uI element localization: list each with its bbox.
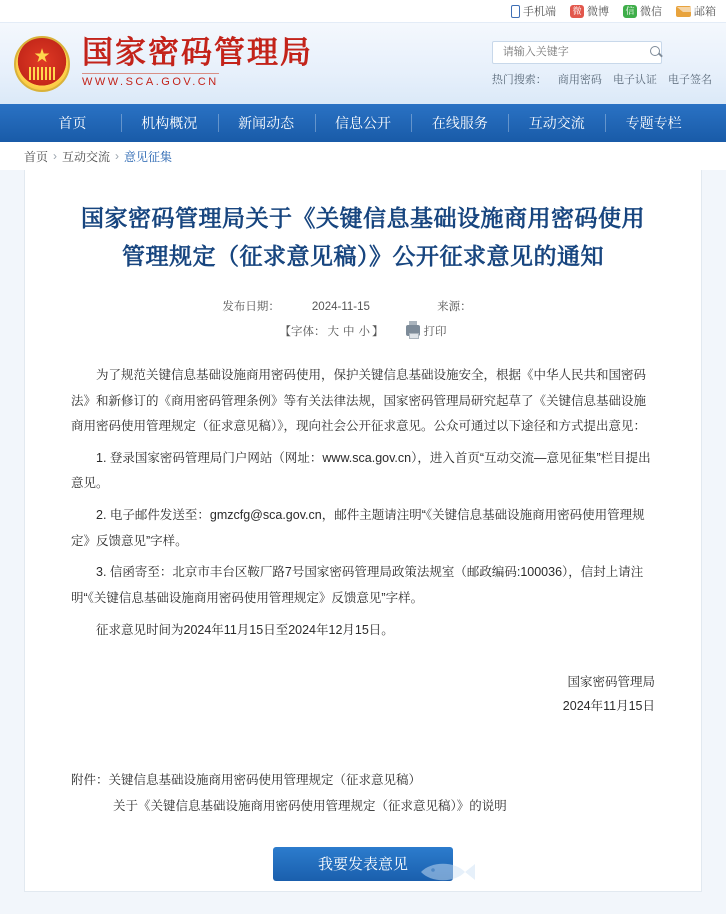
nav-item-online-service[interactable]: 在线服务 bbox=[411, 104, 508, 142]
page-title: 国家密码管理局关于《关键信息基础设施商用密码使用管理规定（征求意见稿）》公开征求意见的通知 bbox=[81, 205, 645, 270]
attachment-link-2[interactable]: 关于《关键信息基础设施商用密码使用管理规定（征求意见稿）》的说明 bbox=[113, 798, 507, 813]
site-name-cn: 国家密码管理局 bbox=[82, 35, 313, 72]
weibo-icon: 微 bbox=[570, 5, 584, 18]
topbar-item-mail-label: 邮箱 bbox=[694, 6, 716, 18]
hot-search-label: 热门搜索： bbox=[491, 73, 547, 86]
breadcrumb bbox=[0, 142, 726, 170]
article-tools bbox=[71, 323, 655, 339]
print-label: 打印 bbox=[423, 325, 447, 338]
top-utility-bar bbox=[0, 0, 726, 22]
hot-word-1[interactable]: 商用密码 bbox=[557, 73, 602, 86]
nav-item-news[interactable]: 新闻动态 bbox=[218, 104, 315, 142]
nav-item-interaction[interactable]: 互动交流 bbox=[508, 104, 605, 142]
font-size-label: 【字体： bbox=[279, 325, 326, 338]
hot-word-3[interactable]: 电子签名 bbox=[668, 73, 712, 86]
attachments bbox=[71, 767, 655, 820]
topbar-item-weixin[interactable] bbox=[623, 3, 662, 19]
signature-date: 2024年11月15日 bbox=[562, 698, 655, 713]
site-header bbox=[0, 22, 726, 104]
article-source bbox=[421, 301, 520, 313]
breadcrumb-item-home[interactable]: 首页 bbox=[24, 149, 49, 164]
hot-word-2[interactable]: 电子认证 bbox=[612, 73, 657, 86]
topbar-item-mail[interactable] bbox=[676, 3, 716, 19]
site-name-en: WWW.SCA.GOV.CN bbox=[82, 73, 219, 88]
breadcrumb-separator-1: › bbox=[53, 149, 58, 163]
publish-date-label: 发布日期： bbox=[222, 300, 280, 313]
article-paragraph-3: 2. 电子邮件发送至：gmzcfg@sca.gov.cn，邮件主题请注明“《关键信息基础设施商用密码使用管理规定》反馈意见”字样。 bbox=[71, 508, 645, 548]
font-size-control bbox=[280, 323, 384, 339]
submit-opinion-button[interactable]: 我要发表意见 bbox=[273, 847, 453, 881]
topbar-item-mobile[interactable] bbox=[511, 3, 556, 19]
font-size-small[interactable]: 小 bbox=[358, 325, 370, 338]
article-paragraph-2: 1. 登录国家密码管理局门户网站（网址：www.sca.gov.cn），进入首页“互动交流—意见征集”栏目提出意见。 bbox=[71, 450, 651, 491]
search-icon[interactable] bbox=[647, 43, 659, 61]
search-box[interactable] bbox=[492, 41, 662, 64]
article-signature bbox=[71, 671, 655, 719]
publish-date-value: 2024-11-15 bbox=[311, 300, 370, 313]
topbar-item-weibo[interactable] bbox=[570, 3, 609, 19]
content-wrapper bbox=[0, 170, 726, 892]
article-paragraph-4: 3. 信函寄至：北京市丰台区鞍厂路7号国家密码管理局政策法规室（邮政编码:100036），信封上请注明“《关键信息基础设施商用密码使用管理规定》反馈意见”字样。 bbox=[71, 565, 644, 605]
phone-icon bbox=[511, 5, 520, 18]
breadcrumb-item-interaction[interactable]: 互动交流 bbox=[62, 149, 111, 164]
hot-search bbox=[492, 71, 712, 87]
nav-item-special-topics[interactable]: 专题专栏 bbox=[605, 104, 702, 142]
nav-item-info-disclosure[interactable]: 信息公开 bbox=[315, 104, 412, 142]
weixin-icon: 信 bbox=[623, 5, 637, 18]
submit-area bbox=[71, 847, 655, 881]
signature-org: 国家密码管理局 bbox=[567, 675, 655, 690]
article-paragraph-1: 为了规范关键信息基础设施商用密码使用，保护关键信息基础设施安全，根据《中华人民共和国密码法》和新修订的《商用密码管理条例》等有关法律法规，国家密码管理局研究起草了《关键信息基础设施商用密码使用管理规定（征求意见稿）》，现向社会公开征求意见。公众可通过以下途径和方式提出意见： bbox=[71, 367, 647, 434]
mail-icon bbox=[676, 6, 691, 17]
font-size-medium[interactable]: 中 bbox=[343, 325, 355, 338]
article-paragraph-5: 征求意见时间为2024年11月15日至2024年12月15日。 bbox=[96, 622, 394, 637]
nav-item-org-overview[interactable]: 机构概况 bbox=[121, 104, 218, 142]
publish-date bbox=[206, 301, 389, 313]
font-size-close: 】 bbox=[372, 325, 384, 338]
search-input[interactable] bbox=[501, 45, 647, 59]
nav-item-home[interactable]: 首页 bbox=[58, 115, 87, 131]
topbar-item-mobile-label: 手机端 bbox=[523, 6, 556, 18]
breadcrumb-item-current: 意见征集 bbox=[124, 149, 173, 164]
topbar-item-weibo-label: 微博 bbox=[587, 6, 609, 18]
search-area bbox=[492, 41, 712, 87]
attachment-link-1[interactable]: 关键信息基础设施商用密码使用管理规定（征求意见稿） bbox=[108, 772, 422, 787]
breadcrumb-separator-2: › bbox=[115, 149, 120, 163]
topbar-item-weixin-label: 微信 bbox=[640, 6, 662, 18]
printer-icon bbox=[406, 325, 420, 336]
national-emblem-icon bbox=[14, 36, 70, 92]
attachment-row-2 bbox=[71, 793, 655, 819]
article-body bbox=[71, 363, 655, 643]
attachment-row-1 bbox=[71, 767, 655, 793]
site-branding[interactable] bbox=[82, 37, 313, 90]
print-button[interactable] bbox=[406, 323, 447, 339]
source-label: 来源： bbox=[437, 300, 472, 313]
article-card bbox=[24, 170, 702, 892]
main-navigation bbox=[0, 104, 726, 142]
article-meta bbox=[71, 298, 655, 314]
attachments-label: 附件： bbox=[71, 772, 109, 787]
font-size-large[interactable]: 大 bbox=[327, 325, 339, 338]
footer-strip bbox=[0, 892, 726, 914]
